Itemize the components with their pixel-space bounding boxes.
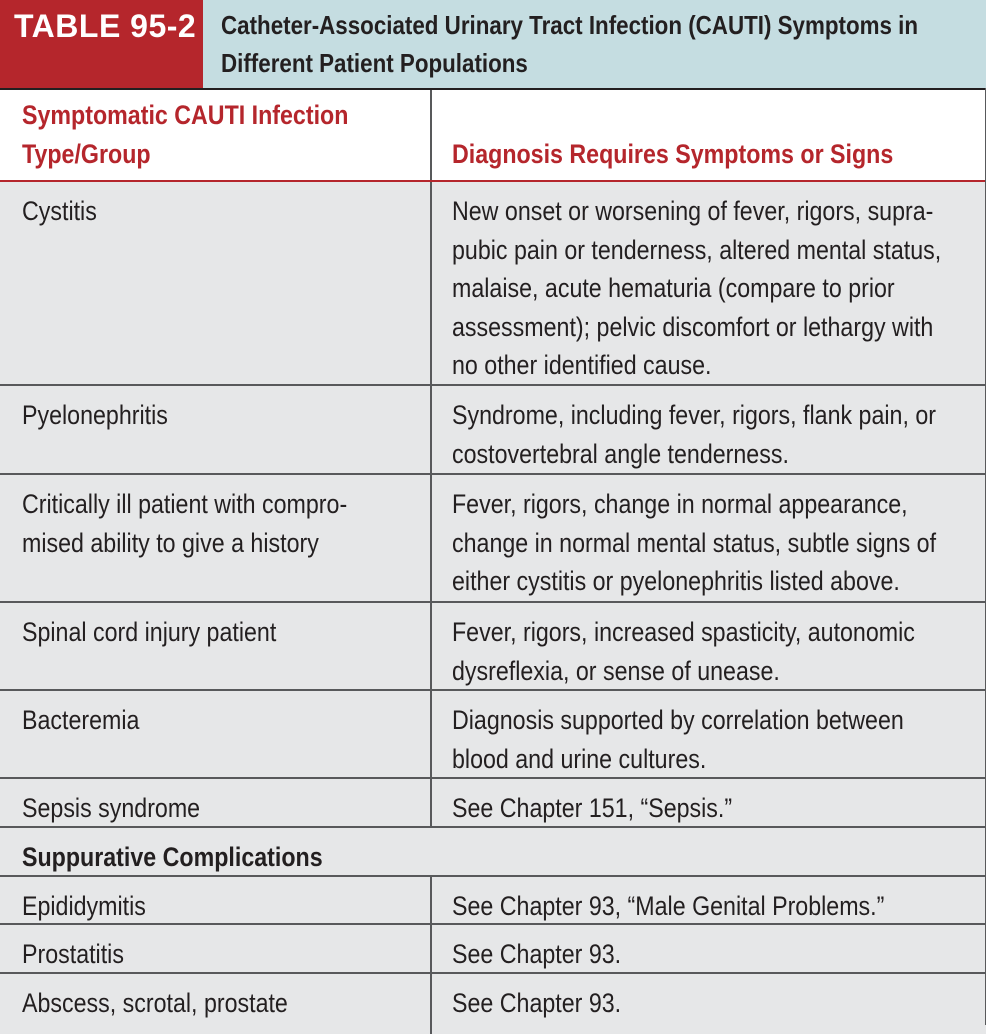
column-divider bbox=[430, 386, 432, 473]
column-divider bbox=[430, 974, 432, 1034]
row-type: Bacteremia bbox=[22, 705, 140, 735]
column-header-diagnosis: Diagnosis Requires Symptoms or Signs bbox=[452, 139, 894, 169]
table-row bbox=[0, 691, 986, 779]
table-title bbox=[221, 6, 969, 82]
table-row bbox=[0, 475, 986, 603]
column-divider bbox=[430, 90, 432, 180]
column-divider bbox=[430, 603, 432, 689]
column-header-type-line1: Symptomatic CAUTI Infection bbox=[22, 100, 349, 130]
row-diagnosis: Syndrome, including fever, rigors, flank pain, or costovertebral angle tenderness. bbox=[452, 400, 936, 469]
row-type: Pyelonephritis bbox=[22, 400, 168, 430]
section-row bbox=[0, 828, 986, 877]
table-row bbox=[0, 925, 986, 974]
row-type: Sepsis syndrome bbox=[22, 793, 201, 823]
row-diagnosis: Fever, rigors, increased spasticity, autonomic dysreflexia, or sense of unease. bbox=[452, 617, 915, 686]
table-row bbox=[0, 877, 986, 925]
column-header-type-line2: Type/Group bbox=[22, 139, 151, 169]
column-divider bbox=[430, 779, 432, 826]
row-type: Cystitis bbox=[22, 196, 97, 226]
column-divider bbox=[430, 877, 432, 923]
row-diagnosis: See Chapter 93, “Male Genital Problems.” bbox=[452, 891, 885, 921]
row-diagnosis: See Chapter 151, “Sepsis.” bbox=[452, 793, 733, 823]
row-diagnosis: See Chapter 93. bbox=[452, 988, 622, 1018]
table-header bbox=[0, 0, 986, 90]
column-header-type bbox=[22, 96, 418, 174]
table-row bbox=[0, 974, 986, 1034]
table-row bbox=[0, 182, 986, 386]
column-divider bbox=[430, 691, 432, 777]
table-title-line2: Different Patient Populations bbox=[221, 48, 528, 78]
table-title-line1: Catheter-Associated Urinary Tract Infection (CAUTI) Symptoms in bbox=[221, 10, 919, 40]
row-type: Prostatitis bbox=[22, 939, 124, 969]
row-type: Abscess, scrotal, prostate bbox=[22, 988, 288, 1018]
column-divider bbox=[430, 925, 432, 972]
table-body bbox=[0, 182, 986, 1034]
row-type: Epididymitis bbox=[22, 891, 146, 921]
row-diagnosis: Diagnosis supported by correlation between blood and urine cultures. bbox=[452, 705, 904, 774]
section-title: Suppurative Complications bbox=[22, 842, 323, 872]
table-row bbox=[0, 779, 986, 828]
row-diagnosis: New onset or worsening of fever, rigors, supra- pubic pain or tenderness, altered mental status, malaise, acute hematuria (compare to prior assessment); pelvic discomfort or lethargy with no other identified cause. bbox=[452, 196, 942, 380]
column-header-row bbox=[0, 90, 986, 182]
row-type: Spinal cord injury patient bbox=[22, 617, 277, 647]
table-row bbox=[0, 386, 986, 475]
row-diagnosis: See Chapter 93. bbox=[452, 939, 622, 969]
table-number-label: TABLE 95-2 bbox=[0, 0, 203, 88]
row-diagnosis: Fever, rigors, change in normal appearance, change in normal mental status, subtle signs of either cystitis or pyelonephritis listed above. bbox=[452, 489, 937, 596]
table-row bbox=[0, 603, 986, 691]
column-divider bbox=[430, 475, 432, 601]
row-type: Critically ill patient with compro- mised ability to give a history bbox=[22, 489, 348, 558]
column-divider bbox=[430, 182, 432, 384]
